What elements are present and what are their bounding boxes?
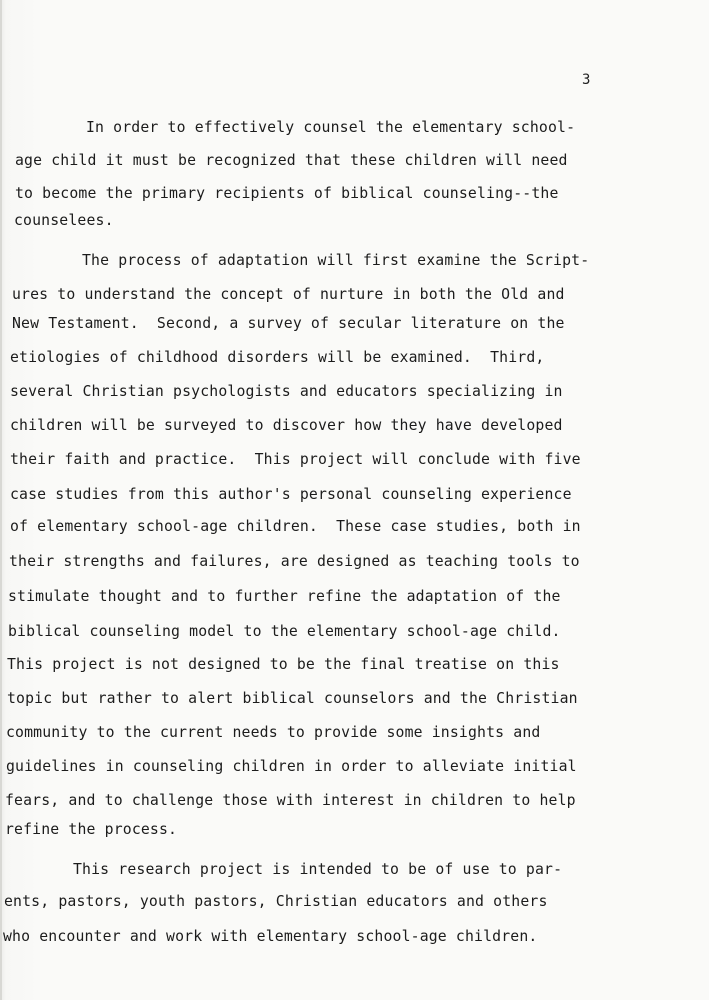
page-number: 3 — [582, 72, 591, 88]
text-line: children will be surveyed to discover how they have developed — [10, 417, 563, 434]
text-line: topic but rather to alert biblical counselors and the Christian — [7, 690, 578, 707]
text-line: New Testament. Second, a survey of secular literature on the — [12, 315, 565, 332]
text-line: stimulate thought and to further refine the adaptation of the — [8, 588, 561, 605]
page-edge — [0, 0, 2, 1000]
text-line: fears, and to challenge those with interest in children to help — [5, 792, 576, 809]
text-line: of elementary school-age children. These case studies, both in — [10, 518, 581, 535]
text-line: ures to understand the concept of nurture in both the Old and — [12, 286, 565, 303]
text-line: ents, pastors, youth pastors, Christian educators and others — [4, 893, 548, 910]
text-line: to become the primary recipients of biblical counseling--the — [15, 185, 559, 202]
text-line: case studies from this author's personal counseling experience — [10, 486, 572, 503]
text-line: their strengths and failures, are designed as teaching tools to — [9, 553, 580, 570]
text-line: This research project is intended to be of use to par- — [73, 861, 563, 878]
text-line: biblical counseling model to the elementary school-age child. — [8, 623, 561, 640]
text-line: who encounter and work with elementary school-age children. — [3, 928, 538, 945]
text-line: refine the process. — [5, 821, 178, 838]
text-line: age child it must be recognized that these children will need — [15, 152, 568, 169]
text-line: several Christian psychologists and educators specializing in — [10, 383, 563, 400]
text-line: guidelines in counseling children in order to alleviate initial — [6, 758, 577, 775]
text-line: In order to effectively counsel the elementary school- — [86, 119, 576, 136]
text-line: community to the current needs to provide some insights and — [6, 724, 541, 741]
text-line: their faith and practice. This project will conclude with five — [10, 451, 581, 468]
text-line: etiologies of childhood disorders will be examined. Third, — [10, 349, 545, 366]
text-line: counselees. — [14, 212, 114, 229]
text-line: The process of adaptation will first examine the Script- — [82, 252, 590, 269]
text-line: This project is not designed to be the final treatise on this — [7, 656, 560, 673]
